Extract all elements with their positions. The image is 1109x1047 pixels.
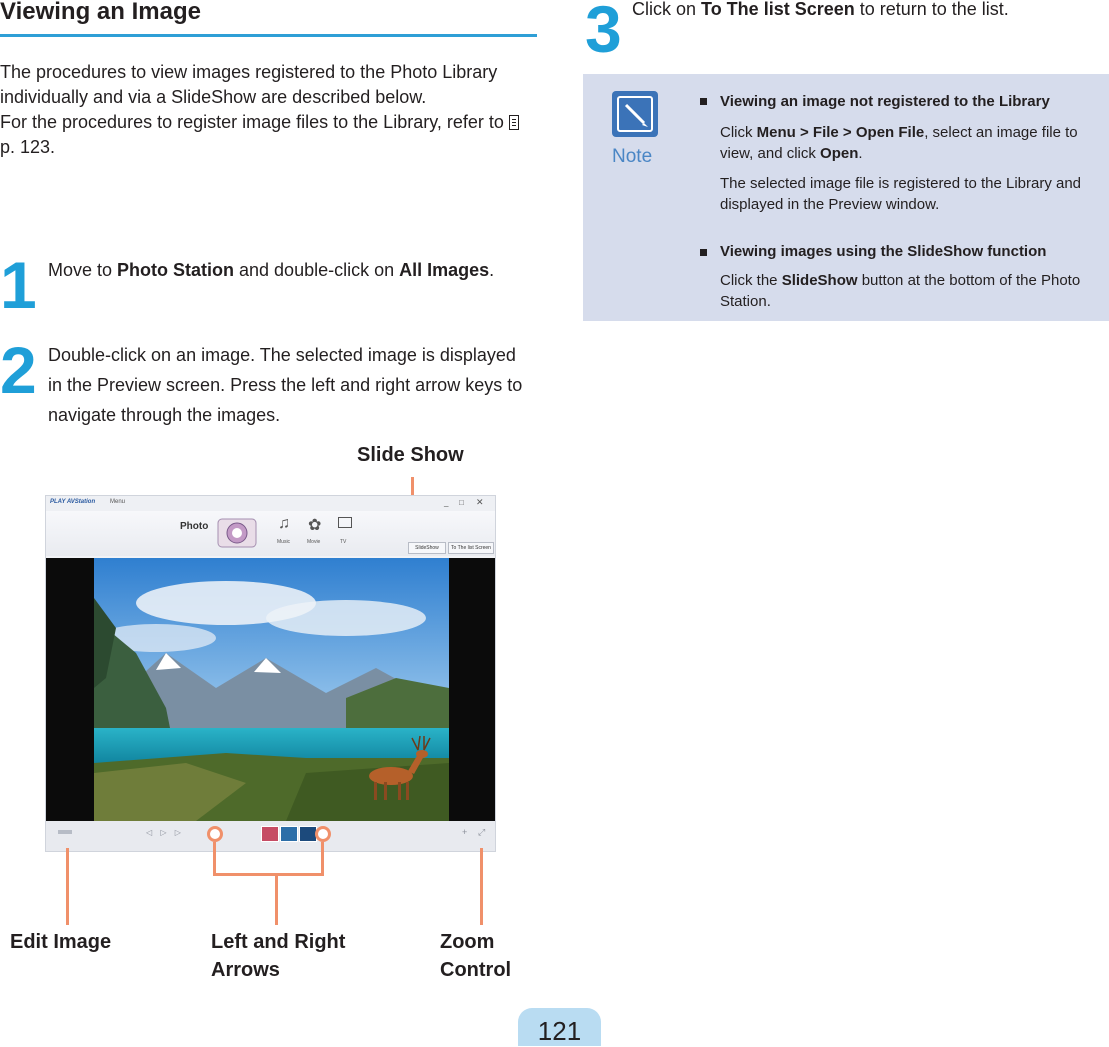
note-bullet-1 — [700, 98, 707, 105]
note-bullet-2 — [700, 249, 707, 256]
step-3-text-part: to return to the list. — [854, 0, 1009, 19]
left-arrow-leader — [213, 842, 216, 876]
step-1-text-part: . — [489, 260, 495, 280]
note-item-1-text — [720, 122, 1105, 164]
tv-nav-label[interactable]: TV — [340, 539, 347, 545]
note-label: Note — [612, 146, 653, 167]
step-1-text-part: and double-click on — [234, 260, 400, 280]
app-title: PLAY AVStation — [50, 499, 96, 505]
thumbnail-2[interactable] — [280, 826, 298, 842]
title-rule — [0, 34, 537, 37]
page-number: 121 — [537, 1016, 582, 1046]
edit-image-leader — [66, 848, 69, 925]
step-3-bold-list-screen: To The list Screen — [701, 0, 855, 19]
app-menu[interactable]: Menu — [110, 499, 126, 505]
note-item-1-title: Viewing an image not registered to the Library — [720, 93, 1050, 110]
photo-station-screenshot — [45, 495, 496, 852]
maximize-icon[interactable]: □ — [459, 498, 464, 507]
thumbnail-1[interactable] — [261, 826, 279, 842]
note-text-part: Click — [720, 124, 757, 141]
note-text-part: , select an image file to view, and click — [720, 124, 1078, 162]
step-1-text-part: Move to — [48, 260, 118, 280]
step-3-text-part: Click on — [632, 0, 702, 19]
intro-page-ref: p. 123. — [0, 137, 56, 157]
note-pencil-icon — [612, 91, 658, 137]
screenshot-toolbar — [46, 511, 495, 556]
note-item-2-text — [720, 270, 1105, 312]
note-item-2-title: Viewing images using the SlideShow function — [720, 243, 1047, 260]
step-1-number: 1 — [0, 248, 37, 322]
music-nav-label[interactable]: Music — [277, 539, 291, 545]
intro-line-2 — [0, 110, 530, 160]
callout-slide-show: Slide Show — [357, 444, 464, 466]
note-bold-menu-path: Menu > File > Open File — [756, 124, 925, 141]
screenshot-bottom-bar — [46, 821, 495, 851]
fullscreen-icon[interactable]: ⤢ — [478, 827, 486, 837]
left-arrow-marker — [207, 826, 223, 842]
step-1-bold-all-images: All Images — [399, 260, 490, 280]
photo-section-label: Photo — [180, 521, 209, 532]
right-arrow-leader — [321, 842, 324, 876]
callout-left-right-arrows: Left and Right Arrows — [211, 931, 346, 981]
step-3-text — [632, 0, 1102, 24]
photo-camera-icon — [214, 513, 260, 551]
page-title: Viewing an Image — [0, 0, 201, 25]
step-1-text — [48, 255, 518, 285]
movie-nav-label[interactable]: Movie — [307, 539, 321, 545]
to-list-screen-button[interactable]: To The list Screen — [448, 542, 494, 554]
edit-image-control[interactable] — [58, 830, 72, 834]
note-text-part: Click the — [720, 272, 782, 289]
step-2-number: 2 — [0, 333, 37, 407]
step-1-bold-photo-station: Photo Station — [117, 260, 235, 280]
tv-icon[interactable] — [338, 517, 352, 528]
note-bold-open: Open — [820, 145, 859, 162]
movie-icon[interactable]: ✿ — [308, 517, 322, 534]
step-3-number: 3 — [585, 0, 622, 66]
intro-line-2-text: For the procedures to register image files to the Library, refer to — [0, 112, 504, 132]
callout-zoom-control: Zoom Control — [440, 931, 512, 981]
note-text-part: . — [858, 145, 863, 162]
arrows-bracket — [213, 873, 324, 876]
zoom-in-icon[interactable]: + — [462, 827, 468, 837]
music-icon[interactable]: ♫ — [278, 515, 290, 532]
preview-image — [46, 558, 495, 821]
close-icon[interactable]: ✕ — [476, 497, 484, 507]
intro-text — [0, 60, 530, 160]
right-arrow-marker — [315, 826, 331, 842]
arrows-leader — [275, 873, 278, 925]
screenshot-titlebar — [46, 496, 495, 511]
playback-controls[interactable]: ◁ ▷ ▷ — [146, 828, 184, 837]
note-bold-slideshow: SlideShow — [781, 272, 858, 289]
callout-edit-image: Edit Image — [10, 931, 112, 953]
page-reference-icon — [509, 115, 519, 130]
intro-line-1: The procedures to view images registered to the Photo Library individually and via a SlideShow are described below. — [0, 62, 498, 107]
step-2-text: Double-click on an image. The selected image is displayed in the Preview screen. Press the left and right arrow keys to navigate through the images. — [48, 345, 523, 425]
minimize-icon[interactable]: _ — [444, 498, 449, 507]
note-item-1-detail: The selected image file is registered to the Library and displayed in the Preview window. — [720, 175, 1082, 213]
slideshow-button[interactable]: SlideShow — [408, 542, 446, 554]
zoom-leader — [480, 848, 483, 925]
note-text-part: button at the bottom of the Photo Station. — [720, 272, 1081, 310]
